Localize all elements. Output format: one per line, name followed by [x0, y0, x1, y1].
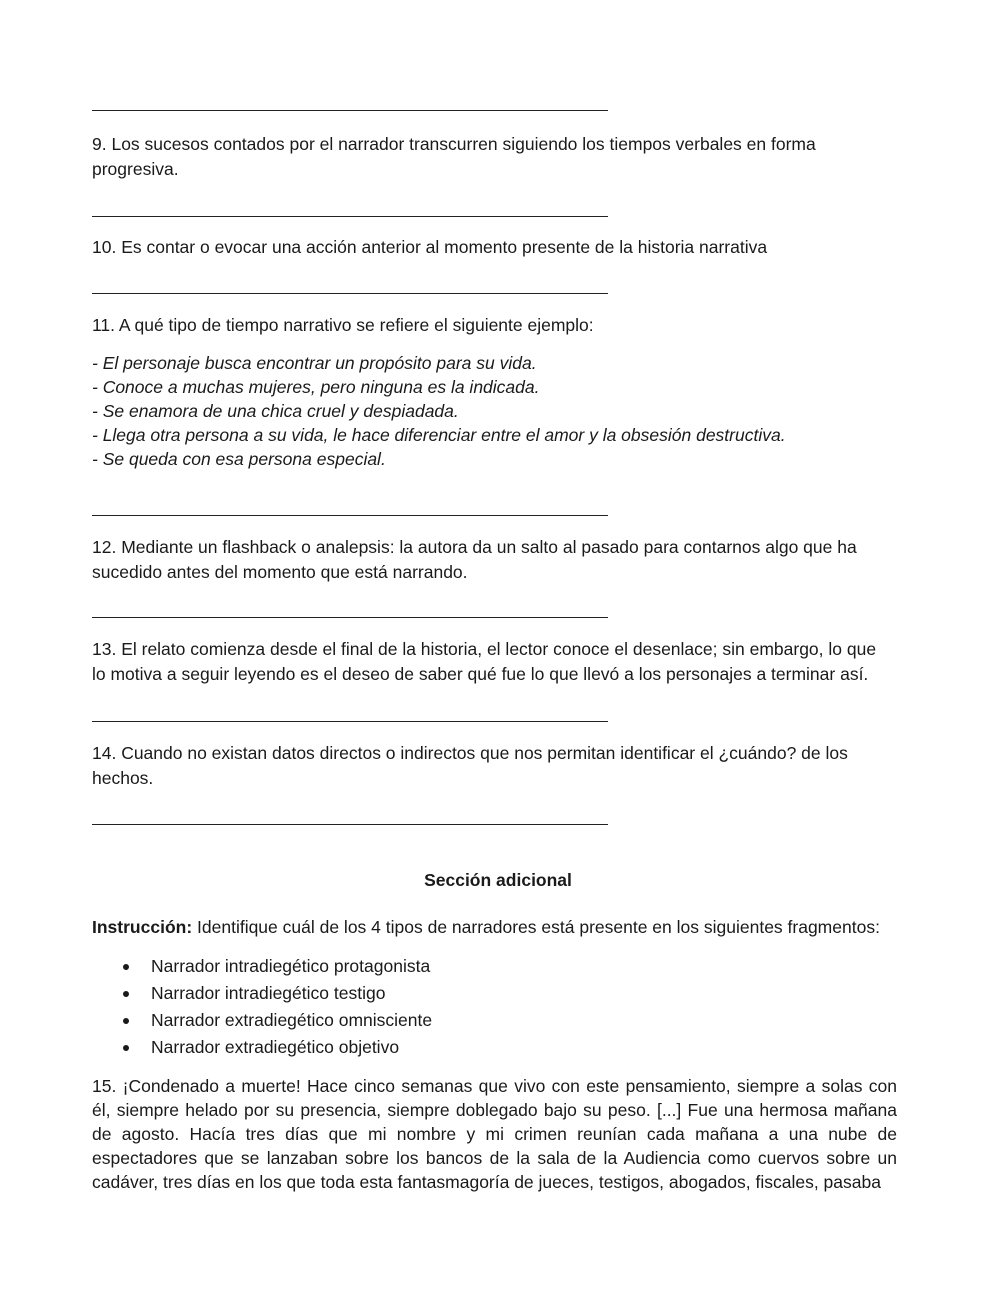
answer-line-12[interactable] — [92, 617, 608, 618]
bullet-icon — [123, 964, 129, 970]
list-item: Narrador intradiegético testigo — [92, 980, 892, 1007]
answer-line-14[interactable] — [92, 824, 608, 825]
example-line: - Conoce a muchas mujeres, pero ninguna es la indicada. — [92, 377, 540, 397]
answer-line-9[interactable] — [92, 216, 608, 217]
question-14: 14. Cuando no existan datos directos o indirectos que nos permitan identificar el ¿cuándo? de los hechos. — [92, 743, 848, 788]
example-line: - Se queda con esa persona especial. — [92, 449, 386, 469]
answer-line-11[interactable] — [92, 515, 608, 516]
answer-line-8[interactable] — [92, 110, 608, 111]
instruction-text: Identifique cuál de los 4 tipos de narradores está presente en los siguientes fragmentos: — [192, 917, 880, 937]
question-9: 9. Los sucesos contados por el narrador transcurren siguiendo los tiempos verbales en forma progresiva. — [92, 134, 816, 179]
narrator-types-list — [92, 953, 892, 1061]
example-list — [92, 351, 892, 471]
example-line: - El personaje busca encontrar un propósito para su vida. — [92, 353, 537, 373]
bullet-icon — [123, 991, 129, 997]
question-13: 13. El relato comienza desde el final de la historia, el lector conoce el desenlace; sin embargo, lo que lo motiva a seguir leyendo es el deseo de saber qué fue lo que llevó a los personajes a terminar así. — [92, 639, 877, 684]
example-line: - Llega otra persona a su vida, le hace diferenciar entre el amor y la obsesión destructiva. — [92, 425, 786, 445]
question-10: 10. Es contar o evocar una acción anterior al momento presente de la historia narrativa — [92, 237, 768, 257]
bullet-icon — [123, 1018, 129, 1024]
instruction-label: Instrucción: — [92, 917, 193, 937]
question-11: 11. A qué tipo de tiempo narrativo se refiere el siguiente ejemplo: — [92, 315, 594, 335]
fragment-15: 15. ¡Condenado a muerte! Hace cinco semanas que vivo con este pensamiento, siempre a solas con él, siempre helado por su presencia, siempre doblegado bajo su peso. [...] Fue una hermosa mañana de agosto. Hacía tres días que mi nombre y mi crimen reunían cada mañana a una nube de espectadores que se lanzaban sobre los bancos de la sala de la Audiencia como cuervos sobre un cadáver, tres días en los que toda esta fantasmagoría de jueces, testigos, abogados, fiscales, pasaba — [92, 1076, 897, 1192]
question-12: 12. Mediante un flashback o analepsis: la autora da un salto al pasado para contarnos algo que ha sucedido antes del momento que está narrando. — [92, 537, 857, 582]
answer-line-10[interactable] — [92, 293, 608, 294]
example-line: - Se enamora de una chica cruel y despiadada. — [92, 401, 459, 421]
list-item: Narrador extradiegético omnisciente — [92, 1007, 892, 1034]
section-title: Sección adicional — [424, 870, 572, 890]
answer-line-13[interactable] — [92, 721, 608, 722]
instruction — [92, 915, 904, 940]
list-item: Narrador intradiegético protagonista — [92, 953, 892, 980]
list-item: Narrador extradiegético objetivo — [92, 1034, 892, 1061]
bullet-icon — [123, 1045, 129, 1051]
